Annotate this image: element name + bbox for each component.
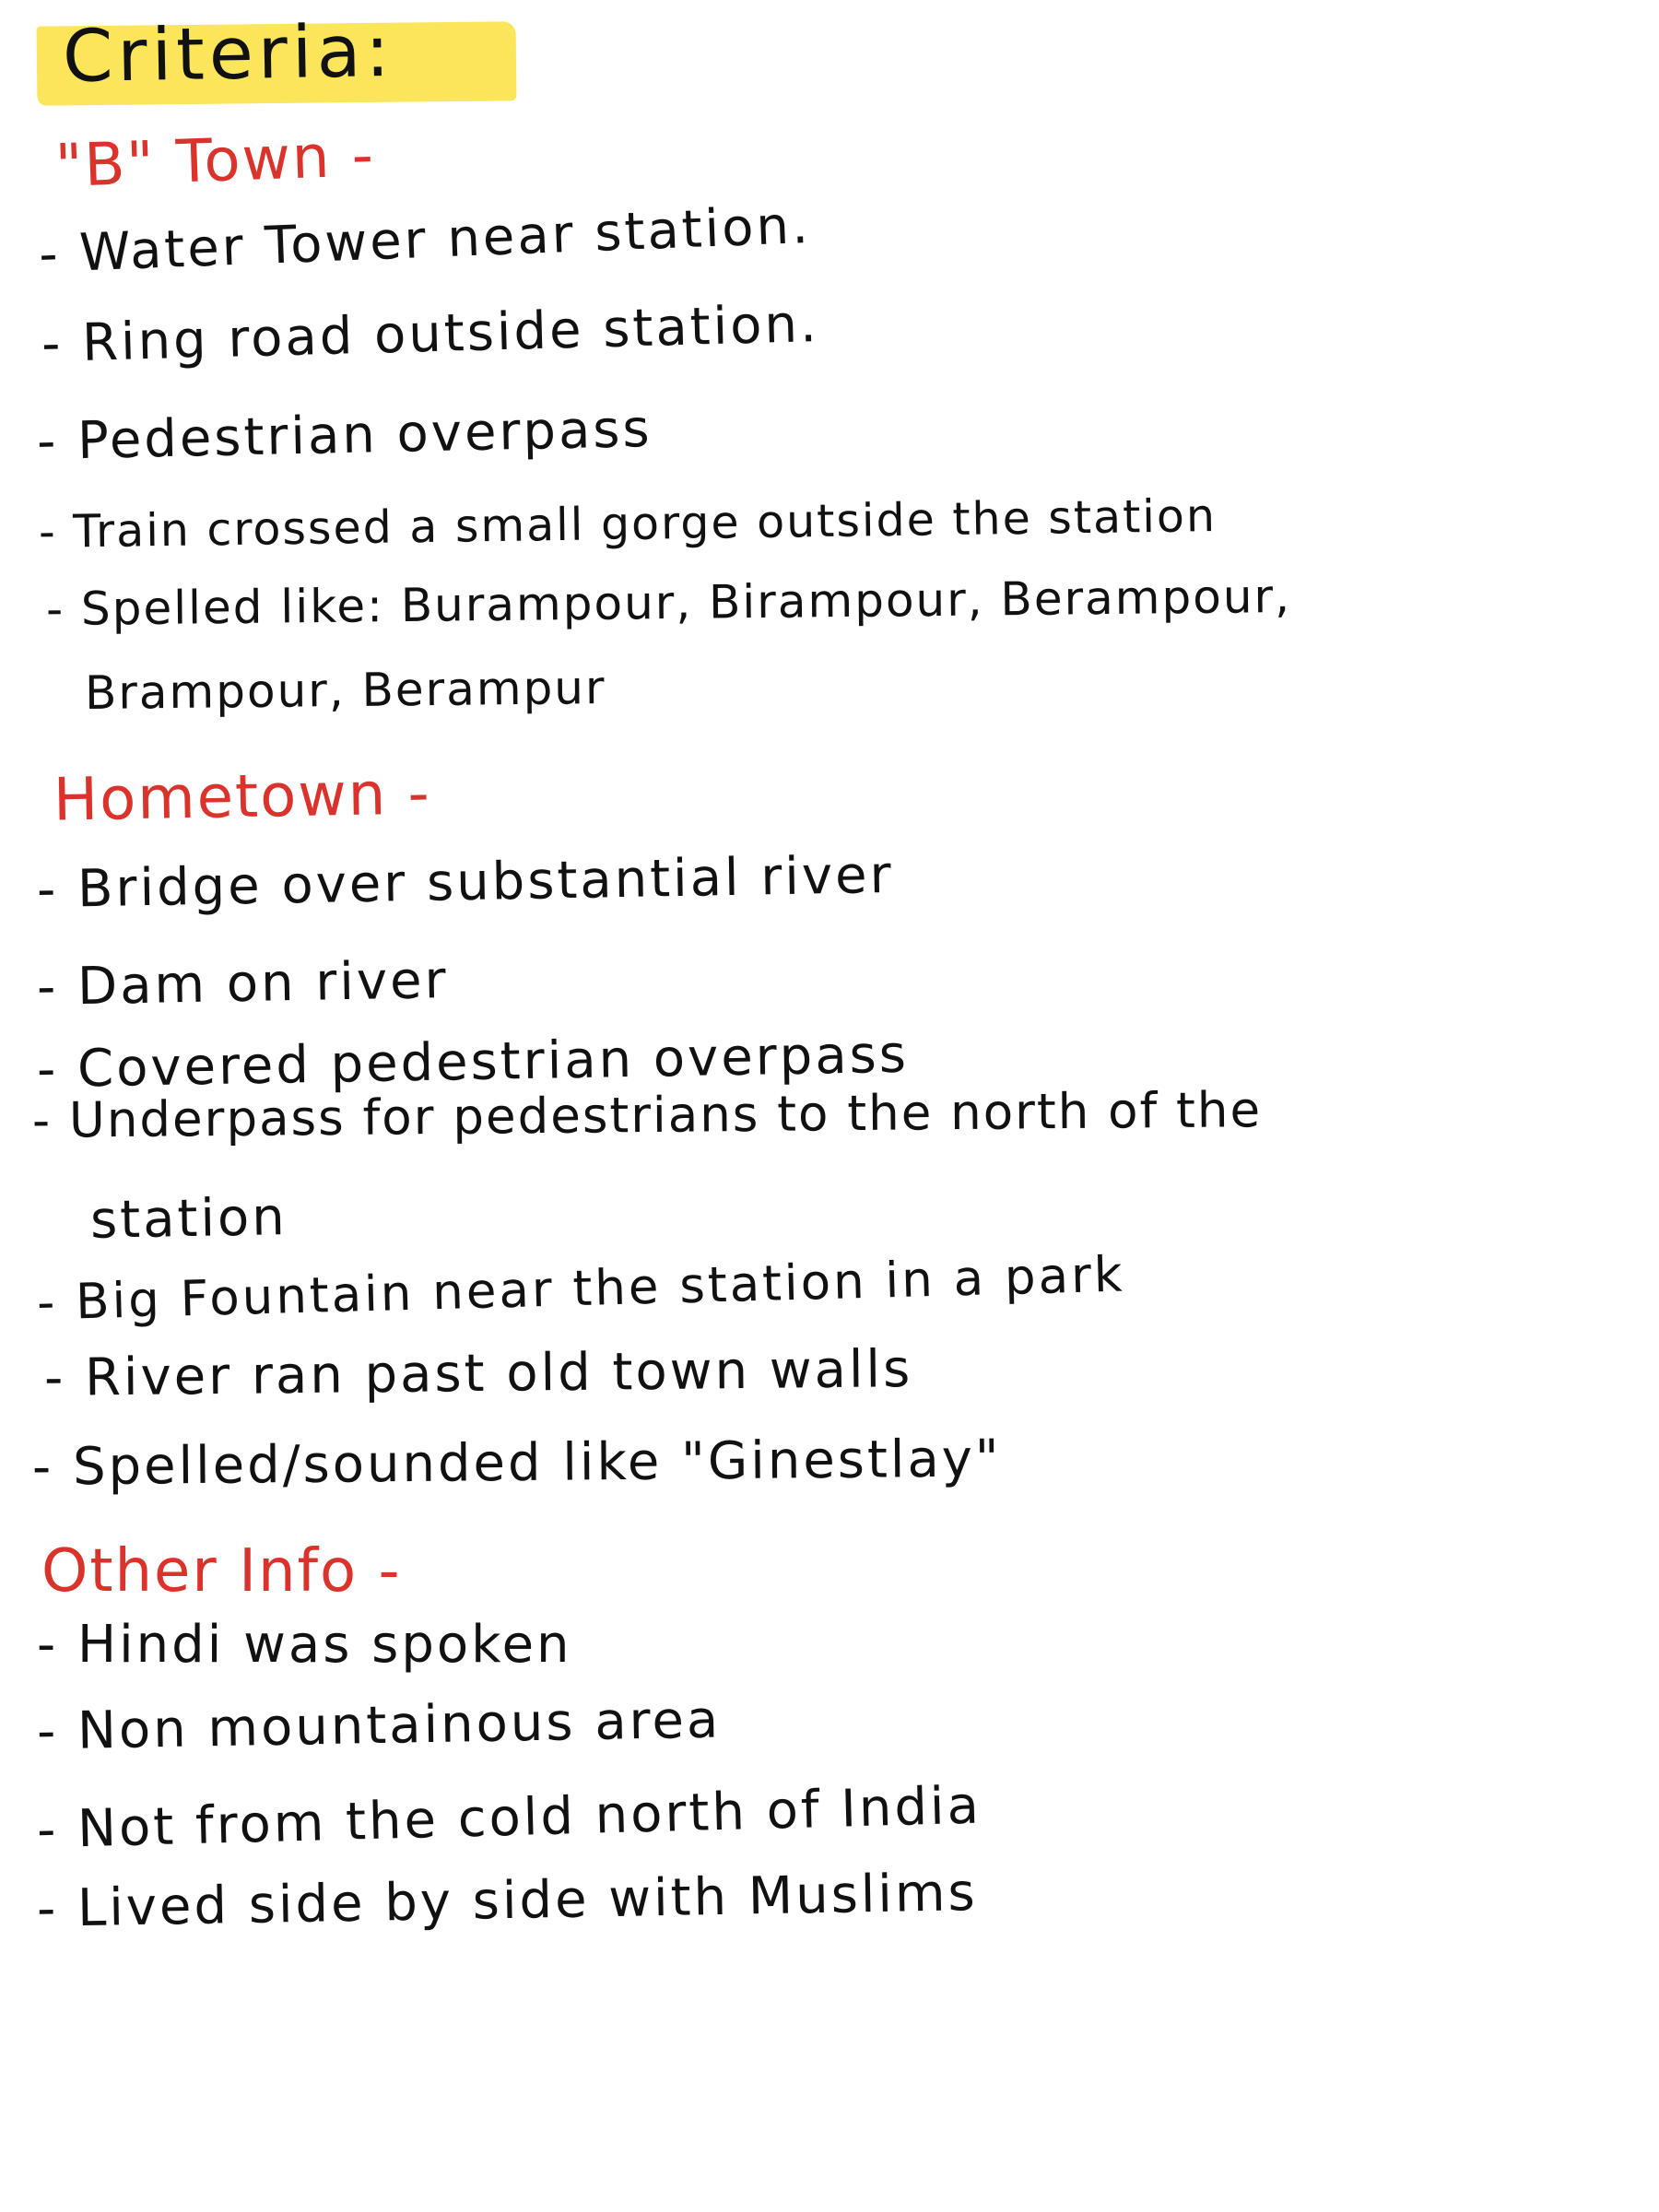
list-item-continuation: Brampour, Berampur bbox=[84, 661, 606, 720]
list-item: - Underpass for pedestrians to the north of the bbox=[31, 1082, 1263, 1149]
page-title: Criteria: bbox=[62, 9, 395, 100]
title-block bbox=[37, 7, 521, 109]
list-item: - Dam on river bbox=[36, 950, 450, 1018]
list-item: - Hindi was spoken bbox=[37, 1615, 572, 1675]
list-item: - Non mountainous area bbox=[36, 1689, 722, 1762]
list-item: - Covered pedestrian overpass bbox=[36, 1024, 910, 1100]
list-item: - Train crossed a small gorge outside the station bbox=[38, 489, 1218, 559]
list-item: - Spelled like: Burampour, Birampour, Berampour, bbox=[45, 569, 1292, 637]
list-item: - Pedestrian overpass bbox=[36, 399, 653, 472]
list-item: - Lived side by side with Muslims bbox=[36, 1863, 979, 1939]
list-item-continuation: station bbox=[89, 1187, 288, 1251]
list-item: - Water Tower near station. bbox=[38, 194, 812, 286]
list-item: - River ran past old town walls bbox=[43, 1339, 913, 1408]
list-item: - Ring road outside station. bbox=[41, 293, 820, 375]
list-item: - Bridge over substantial river bbox=[36, 844, 895, 921]
list-item: - Big Fountain near the station in a park bbox=[36, 1246, 1126, 1332]
section-heading-hometown: Hometown - bbox=[53, 759, 432, 835]
list-item: - Not from the cold north of India bbox=[36, 1775, 982, 1861]
section-heading-other-info: Other Info - bbox=[41, 1537, 402, 1606]
list-item: - Spelled/sounded like "Ginestlay" bbox=[31, 1429, 1002, 1498]
section-heading-b-town: "B" Town - bbox=[53, 121, 377, 202]
